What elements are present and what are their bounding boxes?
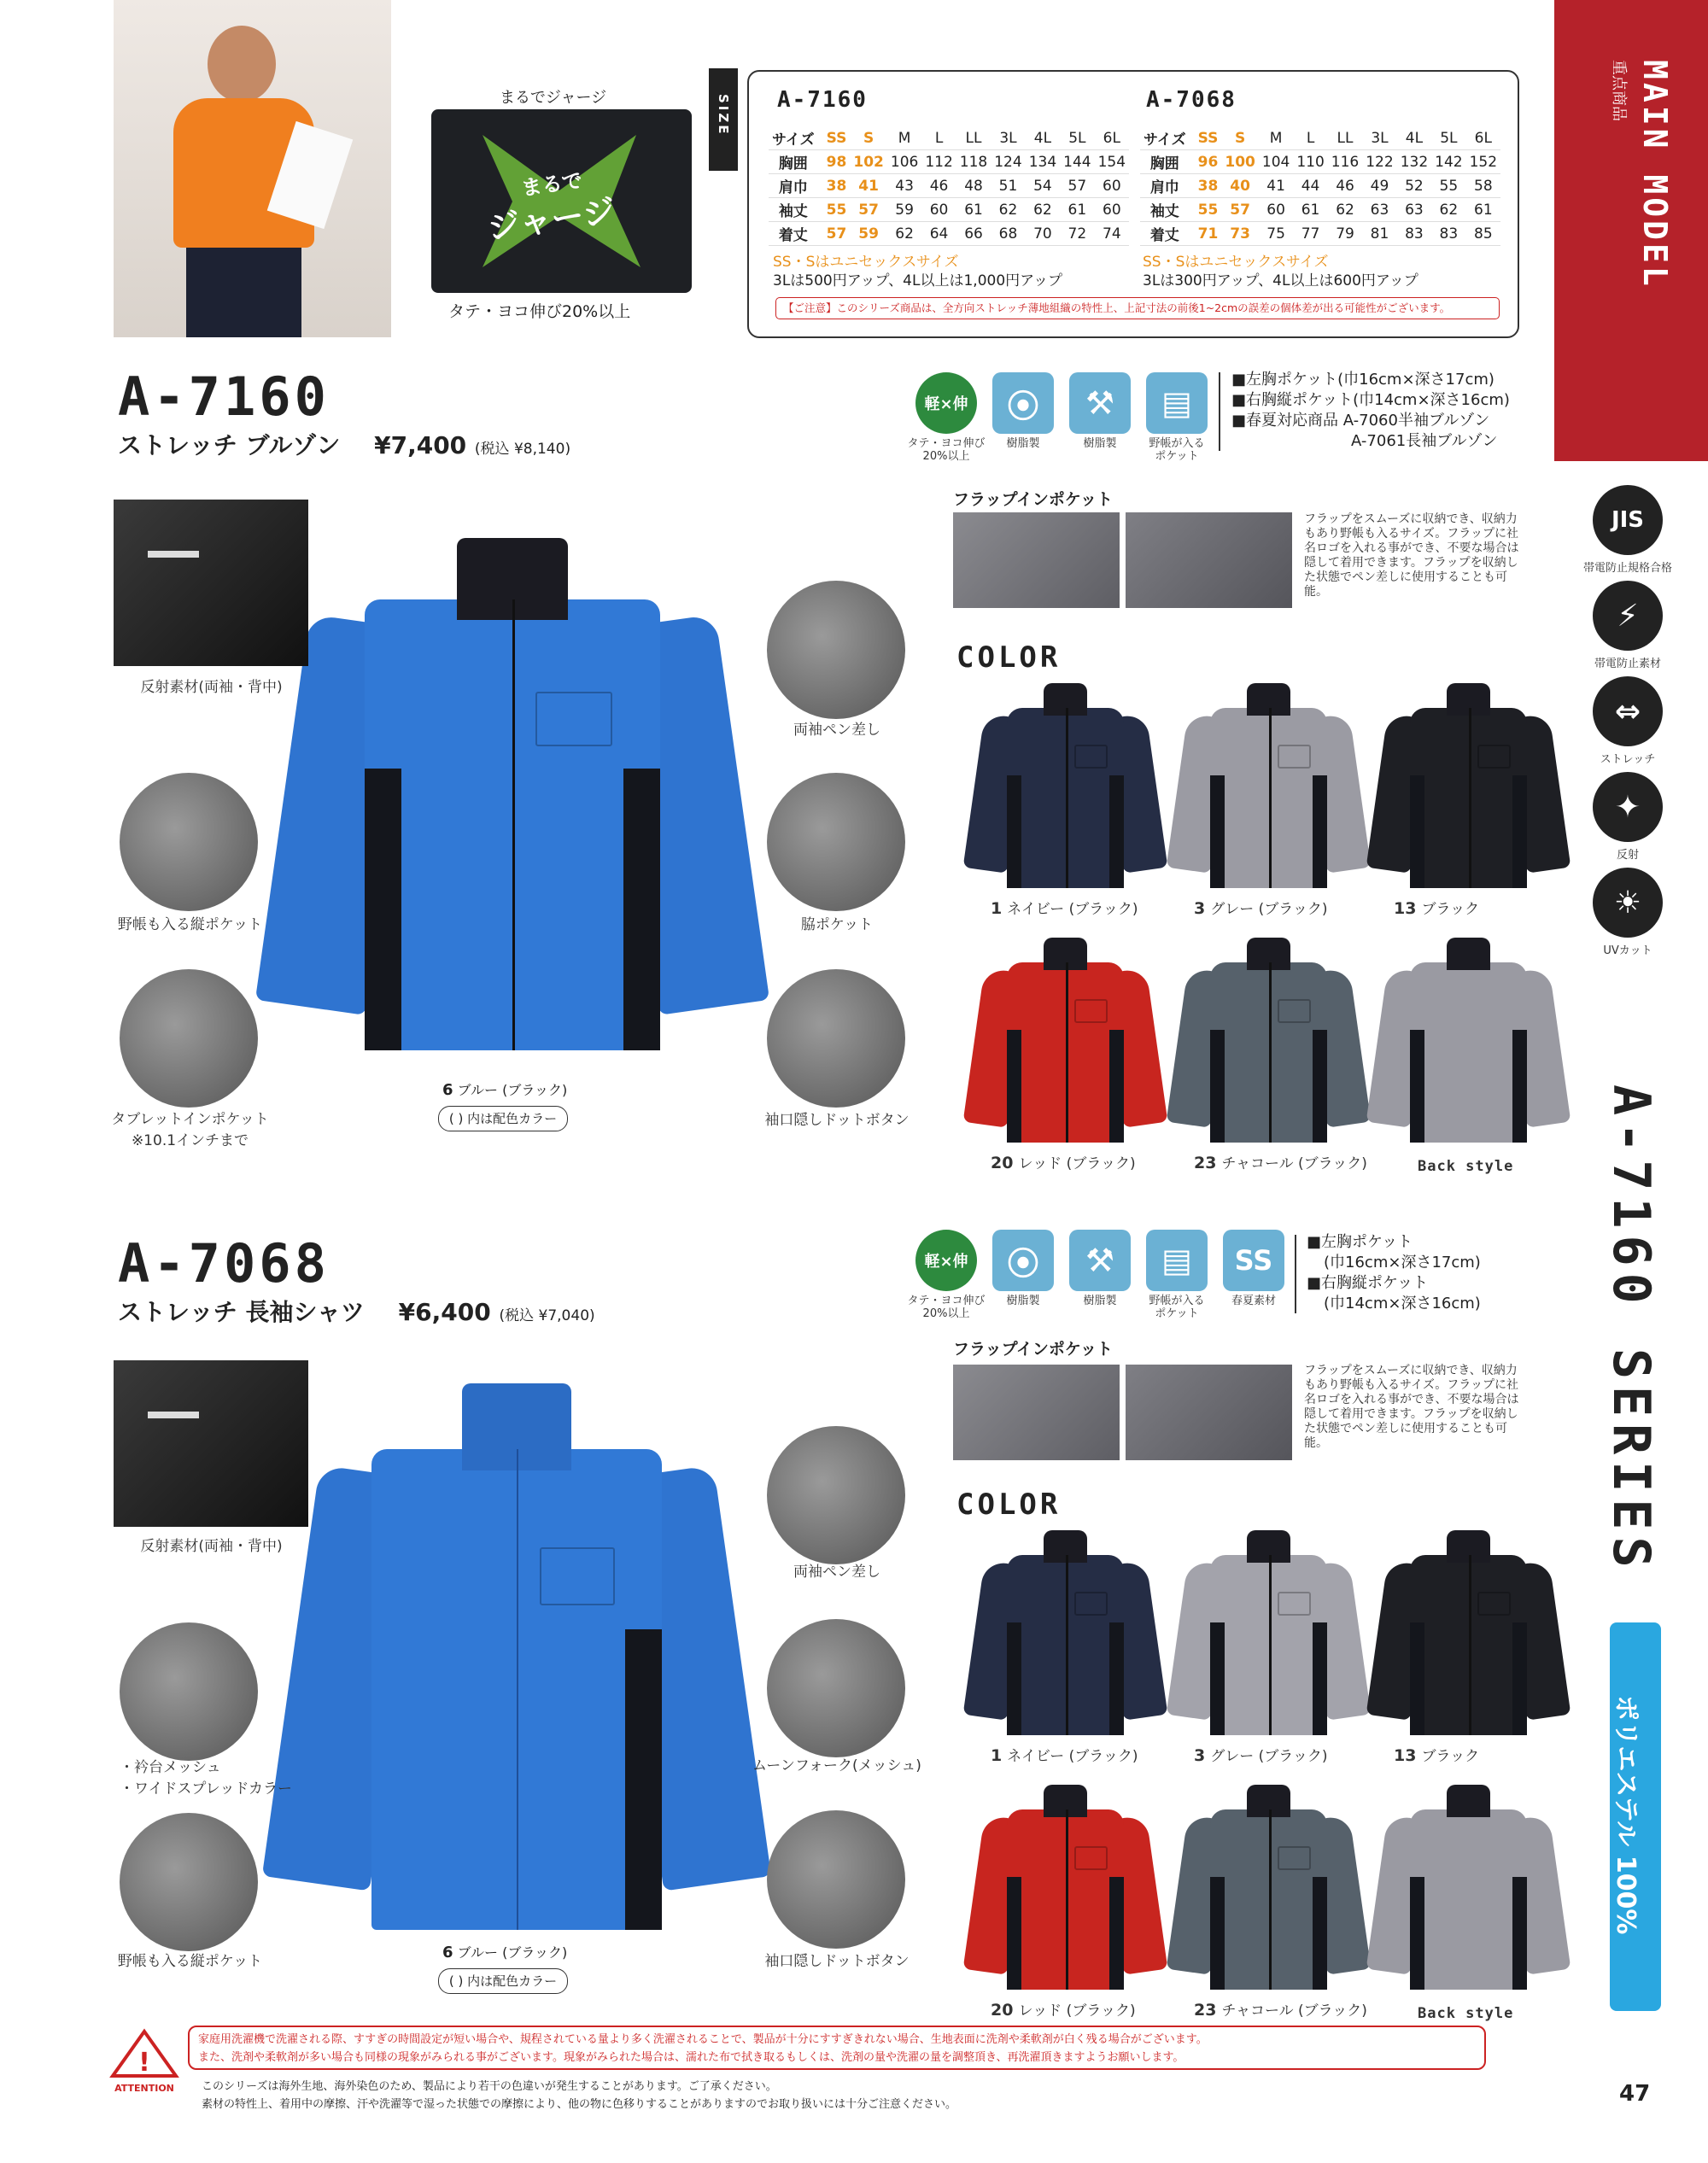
size-tab-label: SIZE xyxy=(716,94,731,137)
size-cell: 55 xyxy=(1431,174,1465,198)
size-cell: 63 xyxy=(1397,198,1431,222)
notebook-icon: ▤ xyxy=(1146,1230,1208,1291)
color-swatch-garment xyxy=(1377,683,1560,888)
product1-feature-3: ■春夏対応商品 A-7060半袖ブルゾン xyxy=(1231,412,1490,430)
icon-label: 樹脂製 xyxy=(1083,1295,1117,1307)
size-cell: 100 xyxy=(1221,150,1259,174)
size-cell: 62 xyxy=(1431,198,1465,222)
size-cell: 5L xyxy=(1431,126,1465,150)
zipper-icon: ⚒ xyxy=(1069,372,1131,434)
size-cell: 4L xyxy=(1397,126,1431,150)
size-row-label: 胸囲 xyxy=(1140,150,1195,174)
product1-flap-title: フラップインポケット xyxy=(953,490,1113,509)
size-cell: 59 xyxy=(887,198,921,222)
color-swatch-garment xyxy=(1377,1530,1560,1735)
size-cell: 85 xyxy=(1466,222,1500,246)
size-caution-text: 【ご注意】このシリーズ商品は、全方向ストレッチ薄地組織の特性上、上記寸法の前後1~2cmの誤差の個体差が出る可能性がございます。 xyxy=(783,301,1451,314)
size-row-label: 肩巾 xyxy=(1140,174,1195,198)
product2-color-note: ( ) 内は配色カラー xyxy=(438,1968,568,1994)
color-swatch-garment xyxy=(1177,1785,1360,1990)
color-label: レッド (ブラック) xyxy=(1018,2002,1136,2020)
stretch-icon: ⇔ xyxy=(1593,676,1663,746)
size-cell: L xyxy=(921,126,956,150)
product1-detail-circle-l3 xyxy=(120,969,258,1108)
product2-detail-left-3: 野帳も入る縦ポケット xyxy=(117,1953,263,1970)
product2-main-color-num: 6 xyxy=(442,1944,453,1961)
footer-warning-box xyxy=(188,2026,1486,2070)
size-cell: 6L xyxy=(1466,126,1500,150)
product2-main-color xyxy=(442,1942,567,1961)
size-cell: M xyxy=(887,126,921,150)
product2-feature-3: ■右胸縦ポケット xyxy=(1307,1274,1429,1292)
color-number: 3 xyxy=(1194,899,1206,918)
color-label: グレー (ブラック) xyxy=(1210,1748,1328,1765)
color-swatch-garment xyxy=(1377,1785,1560,1990)
color-label: Back style xyxy=(1418,2005,1514,2022)
product1-detail-circle-r3 xyxy=(767,969,905,1108)
size-row-label: 袖丈 xyxy=(769,198,823,222)
color-swatch-garment xyxy=(1377,938,1560,1143)
product2-flap-photo-2 xyxy=(1126,1365,1292,1460)
color-swatch-garment xyxy=(974,1785,1157,1990)
badge-label: ストレッチ xyxy=(1600,753,1656,766)
product1-main-color-num: 6 xyxy=(442,1081,453,1099)
product1-detail-left-3: タブレットインポケット ※10.1インチまで xyxy=(111,1111,269,1149)
size-cell: 152 xyxy=(1466,150,1500,174)
size-cell: 49 xyxy=(1362,174,1396,198)
color-number: 13 xyxy=(1394,899,1417,918)
color-name xyxy=(1394,897,1479,918)
size-cell: 57 xyxy=(850,198,887,222)
size-cell: 43 xyxy=(887,174,921,198)
color-label: Back style xyxy=(1418,1158,1514,1175)
notebook-icon: ▤ xyxy=(1146,372,1208,434)
product1-detail-circle-r1 xyxy=(767,581,905,719)
size-cell: 60 xyxy=(1095,174,1129,198)
size-cell: 62 xyxy=(1026,198,1060,222)
color-label: チャコール (ブラック) xyxy=(1221,1155,1367,1172)
product2-detail-circle-r2 xyxy=(767,1619,905,1757)
size-cell: 38 xyxy=(1195,174,1222,198)
size-cell: 75 xyxy=(1259,222,1293,246)
product2-main-color-label: ブルー (ブラック) xyxy=(457,1944,568,1961)
footer-warning-1: 家庭用洗濯機で洗濯される際、すすぎの時間設定が短い場合や、規程されている量より多く洗濯されることで、製品が十分にすすぎきれない場合、生地表面に洗剤や柔軟剤が白く残る場合がございます。 xyxy=(198,2033,1208,2046)
size-cell: 64 xyxy=(921,222,956,246)
color-swatch-garment xyxy=(974,1530,1157,1735)
badge-label: UVカット xyxy=(1603,944,1652,957)
color-number: 23 xyxy=(1194,2001,1217,2020)
size-cell: LL xyxy=(956,126,991,150)
size-cell: 116 xyxy=(1328,150,1362,174)
size-cell: 70 xyxy=(1026,222,1060,246)
size-table-2 xyxy=(1140,126,1500,246)
size-cell: 154 xyxy=(1095,150,1129,174)
icon-label: 樹脂製 xyxy=(1006,1295,1040,1307)
product1-price: ¥7,400 xyxy=(374,431,467,459)
badge-label: 反射 xyxy=(1616,849,1639,862)
product1-detail-right-3: 袖口隠しドットボタン xyxy=(764,1112,910,1129)
color-label: ネイビー (ブラック) xyxy=(1007,1748,1138,1765)
size-cell: LL xyxy=(1328,126,1362,150)
size-cell: SS xyxy=(823,126,851,150)
product1-feature-2: ■右胸縦ポケット(巾14cm×深さ16cm) xyxy=(1231,391,1510,409)
size-table-2-note: 3Lは300円アップ、4L以上は600円アップ xyxy=(1143,272,1418,289)
size-row-label: 着丈 xyxy=(769,222,823,246)
jersey-badge xyxy=(431,109,692,293)
product1-name-text: ストレッチ ブルゾン xyxy=(118,431,341,459)
size-cell: 54 xyxy=(1026,174,1060,198)
size-row xyxy=(769,174,1129,198)
product2-detail-left-1: 反射素材(両袖・背中) xyxy=(140,1538,283,1555)
size-cell: 58 xyxy=(1466,174,1500,198)
main-model-sublabel: 重点商品 xyxy=(1610,60,1628,121)
badge-label: 帯電防止素材 xyxy=(1594,658,1661,670)
size-cell: S xyxy=(1221,126,1259,150)
size-cell: 61 xyxy=(956,198,991,222)
jersey-top-label: まるでジャージ xyxy=(500,89,607,107)
product1-detail-right-1: 両袖ペン差し xyxy=(793,722,880,739)
product1-detail-left-2: 野帳も入る縦ポケット xyxy=(117,916,263,933)
size-row xyxy=(1140,174,1500,198)
size-tab xyxy=(709,68,738,171)
jis-icon: JIS xyxy=(1593,485,1663,555)
size-cell: 104 xyxy=(1259,150,1293,174)
size-cell: 74 xyxy=(1095,222,1129,246)
product1-detail-circle-l2 xyxy=(120,773,258,911)
size-cell: 118 xyxy=(956,150,991,174)
color-label: レッド (ブラック) xyxy=(1018,1155,1136,1172)
size-header-row xyxy=(1140,126,1500,150)
size-cell: 62 xyxy=(991,198,1025,222)
main-model-label: MAIN MODEL xyxy=(1636,60,1674,289)
reflect-icon: ✦ xyxy=(1593,772,1663,842)
color-number: 20 xyxy=(991,2001,1014,2020)
product1-flap-desc: フラップをスムーズに収納でき、収納力もあり野帳も入るサイズ。フラップに社名ロゴを入れる事ができ、不要な場合は隠して着用できます。フラップを収納した状態でペン差しに使用することも可能。 xyxy=(1304,512,1519,599)
size-row xyxy=(1140,198,1500,222)
product2-feature-4: (巾14cm×深さ16cm) xyxy=(1324,1295,1481,1312)
button-icon: ⦿ xyxy=(992,1230,1054,1291)
size-row-label: サイズ xyxy=(1140,126,1195,150)
color-label: グレー (ブラック) xyxy=(1210,901,1328,918)
product2-detail-left-2: ・衿台メッシュ ・ワイドスプレッドカラー xyxy=(120,1759,292,1798)
color-label: チャコール (ブラック) xyxy=(1221,2002,1367,2020)
color-swatch-garment xyxy=(1177,683,1360,888)
color-number: 20 xyxy=(991,1154,1014,1172)
product1-detail-circle-r2 xyxy=(767,773,905,911)
product2-name-text: ストレッチ 長袖シャツ xyxy=(118,1298,365,1326)
size-cell: 57 xyxy=(823,222,851,246)
attention-label: ATTENTION xyxy=(114,2083,174,2094)
antistatic-icon: ⚡ xyxy=(1593,581,1663,651)
model-photo xyxy=(114,0,391,337)
product2-main-shirt xyxy=(290,1383,743,1930)
size-row-label: 肩巾 xyxy=(769,174,823,198)
size-row xyxy=(1140,150,1500,174)
size-cell: 79 xyxy=(1328,222,1362,246)
color-number: 13 xyxy=(1394,1746,1417,1765)
size-cell: 61 xyxy=(1293,198,1327,222)
icon-label: 野帳が入る ポケット xyxy=(1149,1295,1205,1320)
footer-warning-2: また、洗剤や柔軟剤が多い場合も同様の現象がみられる事がございます。現象がみられた場合は、濡れた布で拭き取るもしくは、洗剤の量や洗濯の量を調整頂き、再洗濯頂きますようお願いします。 xyxy=(198,2051,1184,2064)
size-cell: 6L xyxy=(1095,126,1129,150)
color-number: 23 xyxy=(1194,1154,1217,1172)
material-label: ポリエステル 100% xyxy=(1611,1695,1641,1935)
size-cell: 77 xyxy=(1293,222,1327,246)
color-name xyxy=(1418,2005,1513,2022)
product2-detail-circle-r3 xyxy=(767,1810,905,1949)
product2-flap-photo-1 xyxy=(953,1365,1120,1460)
product1-detail-left-1: 反射素材(両袖・背中) xyxy=(140,679,283,696)
size-cell: 68 xyxy=(991,222,1025,246)
color-name xyxy=(991,1998,1136,2020)
main-model-tab xyxy=(1554,0,1708,461)
size-cell: 55 xyxy=(823,198,851,222)
size-cell: 61 xyxy=(1466,198,1500,222)
size-cell: 41 xyxy=(850,174,887,198)
size-cell: 44 xyxy=(1293,174,1327,198)
size-cell: 4L xyxy=(1026,126,1060,150)
size-cell: 51 xyxy=(991,174,1025,198)
size-row-label: サイズ xyxy=(769,126,823,150)
size-row-label: 袖丈 xyxy=(1140,198,1195,222)
size-cell: 81 xyxy=(1362,222,1396,246)
color-name xyxy=(1194,1151,1367,1172)
size-cell: SS xyxy=(1195,126,1222,150)
size-cell: 40 xyxy=(1221,174,1259,198)
size-cell: S xyxy=(850,126,887,150)
icon-label: 樹脂製 xyxy=(1083,437,1117,450)
color-number: 1 xyxy=(991,1746,1003,1765)
size-cell: 110 xyxy=(1293,150,1327,174)
color-name xyxy=(1418,1158,1513,1175)
size-table-1 xyxy=(769,126,1129,246)
size-row-label: 胸囲 xyxy=(769,150,823,174)
product2-feature-2: (巾16cm×深さ17cm) xyxy=(1324,1254,1481,1271)
product2-price-tax: (税込 ¥7,040) xyxy=(499,1307,595,1324)
ss-icon: SS xyxy=(1223,1230,1284,1291)
footer-note-1: このシリーズは海外生地、海外染色のため、製品により若干の色違いが発生することがあります。ご了承ください。 xyxy=(202,2080,777,2093)
color-swatch-garment xyxy=(1177,1530,1360,1735)
svg-text:!: ! xyxy=(138,2048,150,2078)
size-cell: 124 xyxy=(991,150,1025,174)
product1-feature-1: ■左胸ポケット(巾16cm×深さ17cm) xyxy=(1231,371,1494,389)
color-swatch-garment xyxy=(1177,938,1360,1143)
icon-label: 春夏素材 xyxy=(1231,1295,1276,1307)
icon-label: 野帳が入る ポケット xyxy=(1149,437,1205,463)
product2-flap-desc: フラップをスムーズに収納でき、収納力もあり野帳も入るサイズ。フラップに社名ロゴを入れる事ができ、不要な場合は隠して着用できます。フラップを収納した状態でペン差しに使用することも可能。 xyxy=(1304,1364,1519,1450)
color-swatch-garment xyxy=(974,683,1157,888)
product2-detail-right-2: ムーンフォーク(メッシュ) xyxy=(752,1757,921,1774)
product1-color-title: COLOR xyxy=(956,640,1062,675)
size-cell: 134 xyxy=(1026,150,1060,174)
size-cell: 48 xyxy=(956,174,991,198)
size-row xyxy=(769,198,1129,222)
size-caution xyxy=(775,297,1500,319)
product1-name xyxy=(118,427,570,461)
size-row-label: 着丈 xyxy=(1140,222,1195,246)
size-cell: 60 xyxy=(1259,198,1293,222)
size-row xyxy=(769,150,1129,174)
color-label: ブラック xyxy=(1421,901,1480,918)
product2-name xyxy=(118,1294,595,1328)
size-cell: 63 xyxy=(1362,198,1396,222)
color-name xyxy=(1194,1998,1367,2020)
size-cell: L xyxy=(1293,126,1327,150)
size-cell: M xyxy=(1259,126,1293,150)
jersey-center-label-1: まるで xyxy=(519,168,584,201)
product2-color-title: COLOR xyxy=(956,1488,1062,1522)
size-cell: 73 xyxy=(1221,222,1259,246)
badge-label: 帯電防止規格合格 xyxy=(1582,562,1672,575)
size-table-1-note: 3Lは500円アップ、4L以上は1,000円アップ xyxy=(773,272,1062,289)
product1-color-note: ( ) 内は配色カラー xyxy=(438,1106,568,1131)
size-cell: 60 xyxy=(1095,198,1129,222)
button-icon: ⦿ xyxy=(992,372,1054,434)
size-cell: 3L xyxy=(991,126,1025,150)
size-cell: 66 xyxy=(956,222,991,246)
product2-detail-circle-r1 xyxy=(767,1426,905,1564)
size-table-1-code: A-7160 xyxy=(777,87,868,113)
size-cell: 3L xyxy=(1362,126,1396,150)
jersey-icon: 軽×伸 xyxy=(915,1230,977,1291)
color-name xyxy=(991,1151,1136,1172)
product2-detail-reflect xyxy=(114,1360,308,1527)
footer-notes xyxy=(202,2078,956,2113)
product1-flap-photo-2 xyxy=(1126,512,1292,608)
size-cell: 52 xyxy=(1397,174,1431,198)
size-cell: 5L xyxy=(1060,126,1094,150)
color-name xyxy=(1194,1744,1328,1765)
product1-main-color-label: ブルー (ブラック) xyxy=(457,1082,568,1098)
color-number: 3 xyxy=(1194,1746,1206,1765)
product1-main-jacket xyxy=(282,538,743,1050)
product1-main-color xyxy=(442,1079,567,1099)
product1-feature-rule xyxy=(1219,372,1220,451)
product1-detail-reflect xyxy=(114,500,308,666)
size-row xyxy=(769,222,1129,246)
size-cell: 83 xyxy=(1397,222,1431,246)
size-cell: 142 xyxy=(1431,150,1465,174)
icon-label: 樹脂製 xyxy=(1006,437,1040,450)
jersey-bottom-label: タテ・ヨコ伸び20%以上 xyxy=(448,302,631,321)
size-cell: 41 xyxy=(1259,174,1293,198)
page-number: 47 xyxy=(1619,2081,1651,2107)
product2-code: A-7068 xyxy=(118,1232,330,1295)
size-cell: 83 xyxy=(1431,222,1465,246)
jersey-center-label-2: ジャージ xyxy=(485,191,618,248)
size-cell: 144 xyxy=(1060,150,1094,174)
size-cell: 72 xyxy=(1060,222,1094,246)
product2-detail-right-1: 両袖ペン差し xyxy=(793,1564,880,1581)
material-tab xyxy=(1610,1622,1661,2011)
product1-feature-4: A-7061長袖ブルゾン xyxy=(1351,432,1498,450)
size-cell: 62 xyxy=(1328,198,1362,222)
uv-cut-icon: ☀ xyxy=(1593,868,1663,938)
product2-price: ¥6,400 xyxy=(398,1298,491,1326)
size-cell: 102 xyxy=(850,150,887,174)
color-name xyxy=(1394,1744,1479,1765)
size-table-2-note-orange: SS・Sはユニセックスサイズ xyxy=(1143,254,1329,271)
product2-features xyxy=(1307,1232,1481,1314)
footer-note-2: 素材の特性上、着用中の摩擦、汗や洗濯等で湿った状態での摩擦により、他の物に色移りすることがありますのでお取り扱いには十分ご注意ください。 xyxy=(202,2098,957,2111)
size-cell: 57 xyxy=(1060,174,1094,198)
attention-icon xyxy=(109,2028,179,2094)
color-name xyxy=(991,897,1138,918)
product1-code: A-7160 xyxy=(118,365,330,428)
size-cell: 106 xyxy=(887,150,921,174)
jersey-icon: 軽×伸 xyxy=(915,372,977,434)
size-cell: 112 xyxy=(921,150,956,174)
size-cell: 96 xyxy=(1195,150,1222,174)
size-cell: 57 xyxy=(1221,198,1259,222)
zipper-icon: ⚒ xyxy=(1069,1230,1131,1291)
series-title: A-7160 SERIES xyxy=(1601,1084,1661,1575)
icon-label: タテ・ヨコ伸び 20%以上 xyxy=(907,437,986,463)
product1-flap-photo-1 xyxy=(953,512,1120,608)
size-cell: 61 xyxy=(1060,198,1094,222)
size-cell: 60 xyxy=(921,198,956,222)
size-cell: 62 xyxy=(887,222,921,246)
product2-feature-1: ■左胸ポケット xyxy=(1307,1233,1413,1251)
product1-detail-right-2: 脇ポケット xyxy=(800,916,874,933)
size-cell: 122 xyxy=(1362,150,1396,174)
size-header-row xyxy=(769,126,1129,150)
icon-label: タテ・ヨコ伸び 20%以上 xyxy=(907,1295,986,1320)
product1-price-tax: (税込 ¥8,140) xyxy=(474,441,571,458)
size-cell: 38 xyxy=(823,174,851,198)
size-table-1-note-orange: SS・Sはユニセックスサイズ xyxy=(773,254,959,271)
color-label: ネイビー (ブラック) xyxy=(1007,901,1138,918)
color-label: ブラック xyxy=(1421,1748,1480,1765)
product2-detail-circle-l3 xyxy=(120,1813,258,1951)
size-cell: 59 xyxy=(850,222,887,246)
size-cell: 71 xyxy=(1195,222,1222,246)
size-cell: 46 xyxy=(1328,174,1362,198)
color-name xyxy=(991,1744,1138,1765)
product2-flap-title: フラップインポケット xyxy=(953,1340,1113,1359)
size-cell: 55 xyxy=(1195,198,1222,222)
size-cell: 98 xyxy=(823,150,851,174)
color-number: 1 xyxy=(991,899,1003,918)
product2-feature-rule xyxy=(1295,1235,1296,1313)
size-row xyxy=(1140,222,1500,246)
size-cell: 132 xyxy=(1397,150,1431,174)
color-name xyxy=(1194,897,1328,918)
product1-features xyxy=(1231,370,1510,452)
product2-detail-circle-l2 xyxy=(120,1622,258,1761)
product2-detail-right-3: 袖口隠しドットボタン xyxy=(764,1953,910,1970)
size-cell: 46 xyxy=(921,174,956,198)
color-swatch-garment xyxy=(974,938,1157,1143)
size-table-2-code: A-7068 xyxy=(1146,87,1237,113)
